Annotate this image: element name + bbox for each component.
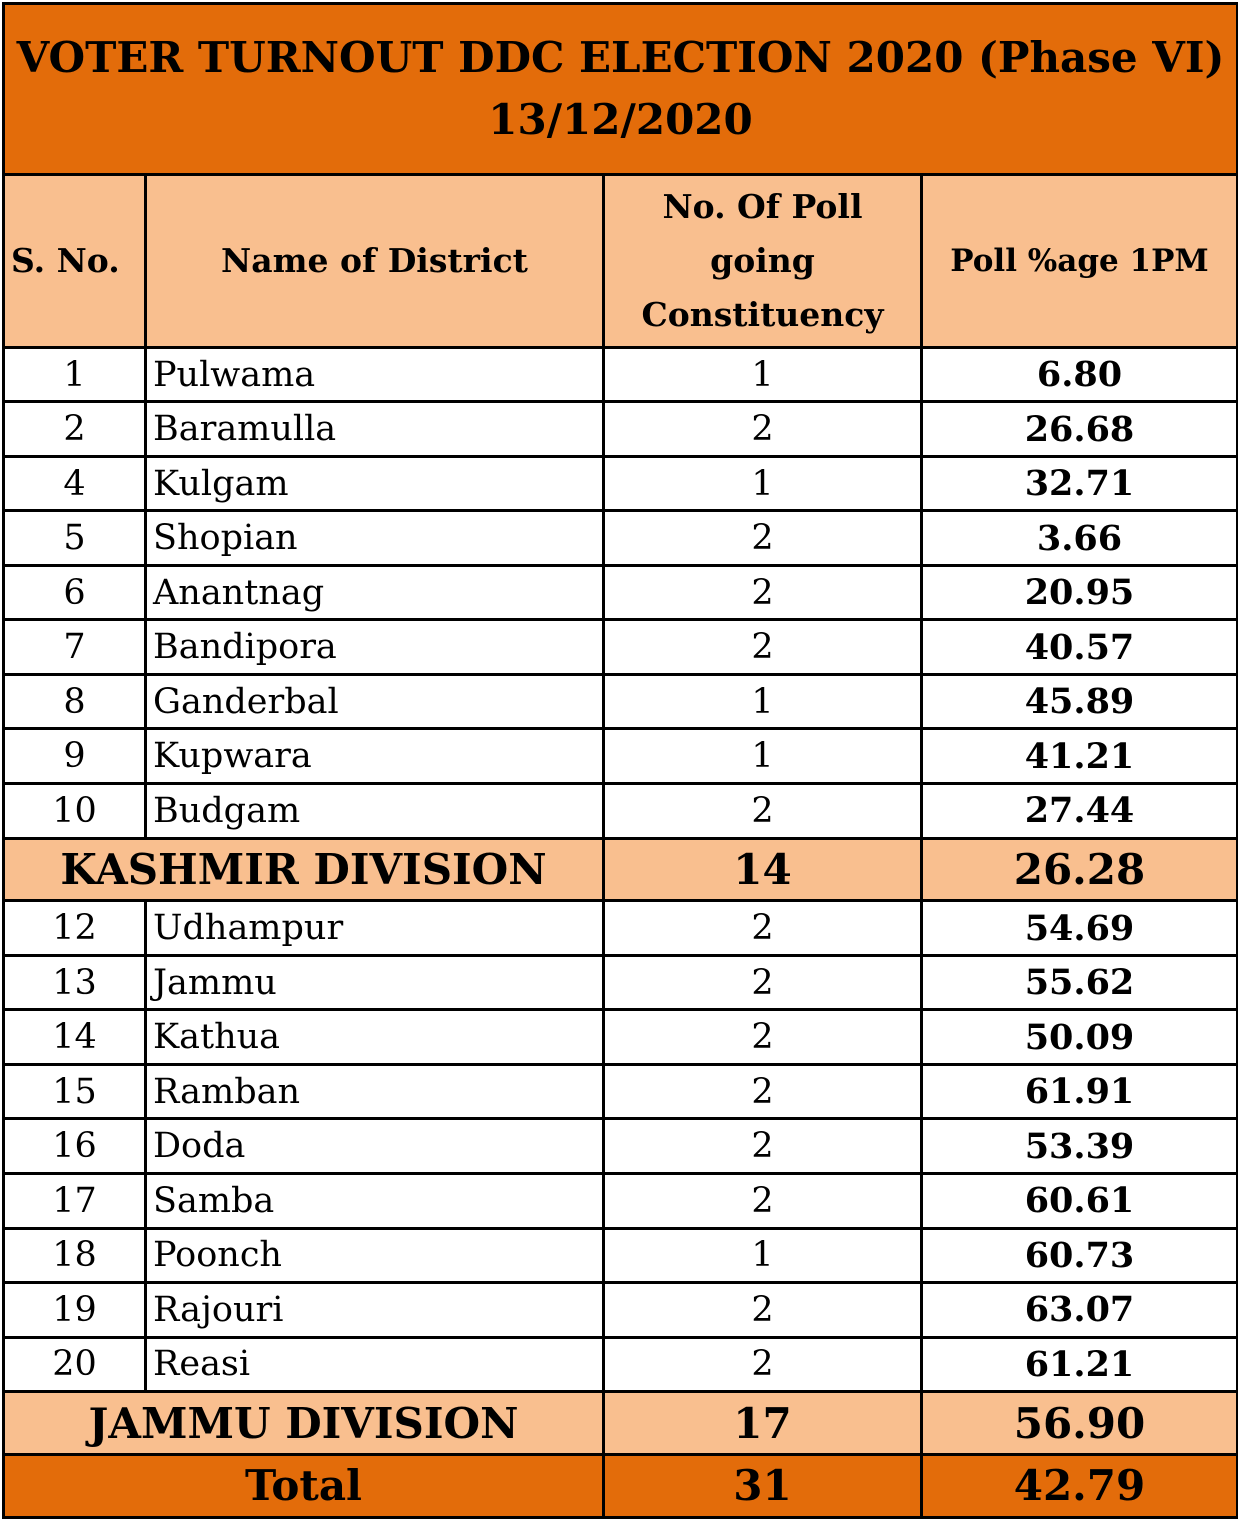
cell-sno: 10	[4, 784, 146, 839]
kashmir-division-row-constituency-count: 14	[604, 838, 922, 901]
header-constituency-line-3: Constituency	[641, 294, 884, 334]
cell-poll-percentage: 3.66	[922, 511, 1238, 566]
jammu-division-row-constituency-count: 17	[604, 1392, 922, 1455]
cell-constituency-count: 2	[604, 1064, 922, 1119]
cell-constituency-count: 2	[604, 901, 922, 956]
cell-poll-percentage: 50.09	[922, 1010, 1238, 1065]
header-constituency-line-2: going	[710, 240, 815, 280]
cell-sno: 17	[4, 1174, 146, 1229]
cell-constituency-count: 2	[604, 620, 922, 675]
grand-total-row	[4, 1454, 1238, 1517]
cell-poll-percentage: 32.71	[922, 456, 1238, 511]
grand-total-row-constituency-count: 31	[604, 1454, 922, 1517]
cell-district-name: Budgam	[146, 784, 604, 839]
cell-sno: 8	[4, 674, 146, 729]
cell-constituency-count: 1	[604, 456, 922, 511]
cell-district-name: Kulgam	[146, 456, 604, 511]
cell-constituency-count: 2	[604, 1119, 922, 1174]
cell-sno: 2	[4, 402, 146, 457]
cell-poll-percentage: 27.44	[922, 784, 1238, 839]
cell-district-name: Rajouri	[146, 1283, 604, 1338]
table-row	[4, 1064, 1238, 1119]
cell-poll-percentage: 45.89	[922, 674, 1238, 729]
cell-district-name: Jammu	[146, 955, 604, 1010]
cell-district-name: Anantnag	[146, 565, 604, 620]
table-row	[4, 729, 1238, 784]
cell-sno: 7	[4, 620, 146, 675]
table-row	[4, 1337, 1238, 1392]
grand-total-row-poll-percentage: 42.79	[922, 1454, 1238, 1517]
cell-district-name: Samba	[146, 1174, 604, 1229]
cell-constituency-count: 1	[604, 1228, 922, 1283]
table-row	[4, 1174, 1238, 1229]
cell-sno: 9	[4, 729, 146, 784]
table-row	[4, 456, 1238, 511]
cell-constituency-count: 2	[604, 1174, 922, 1229]
table-row	[4, 1010, 1238, 1065]
table-row	[4, 402, 1238, 457]
kashmir-division-row	[4, 838, 1238, 901]
jammu-division-row-label: JAMMU DIVISION	[4, 1392, 604, 1455]
cell-district-name: Baramulla	[146, 402, 604, 457]
cell-constituency-count: 2	[604, 1283, 922, 1338]
table-title	[4, 4, 1238, 175]
cell-district-name: Ramban	[146, 1064, 604, 1119]
cell-constituency-count: 2	[604, 1337, 922, 1392]
cell-constituency-count: 1	[604, 674, 922, 729]
cell-district-name: Poonch	[146, 1228, 604, 1283]
cell-poll-percentage: 61.21	[922, 1337, 1238, 1392]
cell-poll-percentage: 53.39	[922, 1119, 1238, 1174]
cell-sno: 4	[4, 456, 146, 511]
cell-district-name: Reasi	[146, 1337, 604, 1392]
cell-poll-percentage: 20.95	[922, 565, 1238, 620]
table-row	[4, 620, 1238, 675]
table-row	[4, 511, 1238, 566]
cell-poll-percentage: 40.57	[922, 620, 1238, 675]
header-district: Name of District	[146, 174, 604, 347]
cell-constituency-count: 2	[604, 784, 922, 839]
cell-sno: 6	[4, 565, 146, 620]
table-row	[4, 347, 1238, 402]
title-row	[4, 4, 1238, 175]
table-row	[4, 1228, 1238, 1283]
cell-sno: 12	[4, 901, 146, 956]
cell-district-name: Pulwama	[146, 347, 604, 402]
cell-poll-percentage: 54.69	[922, 901, 1238, 956]
cell-district-name: Kupwara	[146, 729, 604, 784]
cell-poll-percentage: 60.73	[922, 1228, 1238, 1283]
cell-district-name: Kathua	[146, 1010, 604, 1065]
cell-constituency-count: 1	[604, 347, 922, 402]
header-constituency	[604, 174, 922, 347]
kashmir-division-row-label: KASHMIR DIVISION	[4, 838, 604, 901]
cell-sno: 13	[4, 955, 146, 1010]
table-row	[4, 955, 1238, 1010]
cell-district-name: Doda	[146, 1119, 604, 1174]
jammu-division-row	[4, 1392, 1238, 1455]
table-row	[4, 1283, 1238, 1338]
cell-poll-percentage: 6.80	[922, 347, 1238, 402]
cell-sno: 14	[4, 1010, 146, 1065]
kashmir-division-row-poll-percentage: 26.28	[922, 838, 1238, 901]
cell-poll-percentage: 41.21	[922, 729, 1238, 784]
table-row	[4, 674, 1238, 729]
header-row	[4, 174, 1238, 347]
cell-sno: 16	[4, 1119, 146, 1174]
cell-constituency-count: 2	[604, 565, 922, 620]
cell-constituency-count: 2	[604, 955, 922, 1010]
table-row	[4, 1119, 1238, 1174]
header-poll-percentage: Poll %age 1PM	[922, 174, 1238, 347]
title-line-1: VOTER TURNOUT DDC ELECTION 2020 (Phase VI)	[16, 32, 1225, 82]
title-line-2: 13/12/2020	[488, 94, 753, 144]
header-constituency-line-1: No. Of Poll	[662, 186, 863, 226]
table-row	[4, 565, 1238, 620]
cell-constituency-count: 2	[604, 402, 922, 457]
cell-poll-percentage: 63.07	[922, 1283, 1238, 1338]
cell-constituency-count: 1	[604, 729, 922, 784]
cell-poll-percentage: 26.68	[922, 402, 1238, 457]
cell-district-name: Bandipora	[146, 620, 604, 675]
cell-sno: 18	[4, 1228, 146, 1283]
grand-total-row-label: Total	[4, 1454, 604, 1517]
cell-sno: 5	[4, 511, 146, 566]
header-sno: S. No.	[4, 174, 146, 347]
cell-poll-percentage: 61.91	[922, 1064, 1238, 1119]
cell-sno: 1	[4, 347, 146, 402]
table-row	[4, 901, 1238, 956]
cell-sno: 19	[4, 1283, 146, 1338]
jammu-division-row-poll-percentage: 56.90	[922, 1392, 1238, 1455]
voter-turnout-table	[2, 2, 1238, 1519]
cell-district-name: Ganderbal	[146, 674, 604, 729]
cell-constituency-count: 2	[604, 511, 922, 566]
cell-sno: 15	[4, 1064, 146, 1119]
cell-constituency-count: 2	[604, 1010, 922, 1065]
cell-sno: 20	[4, 1337, 146, 1392]
cell-district-name: Shopian	[146, 511, 604, 566]
cell-district-name: Udhampur	[146, 901, 604, 956]
table-row	[4, 784, 1238, 839]
cell-poll-percentage: 55.62	[922, 955, 1238, 1010]
cell-poll-percentage: 60.61	[922, 1174, 1238, 1229]
